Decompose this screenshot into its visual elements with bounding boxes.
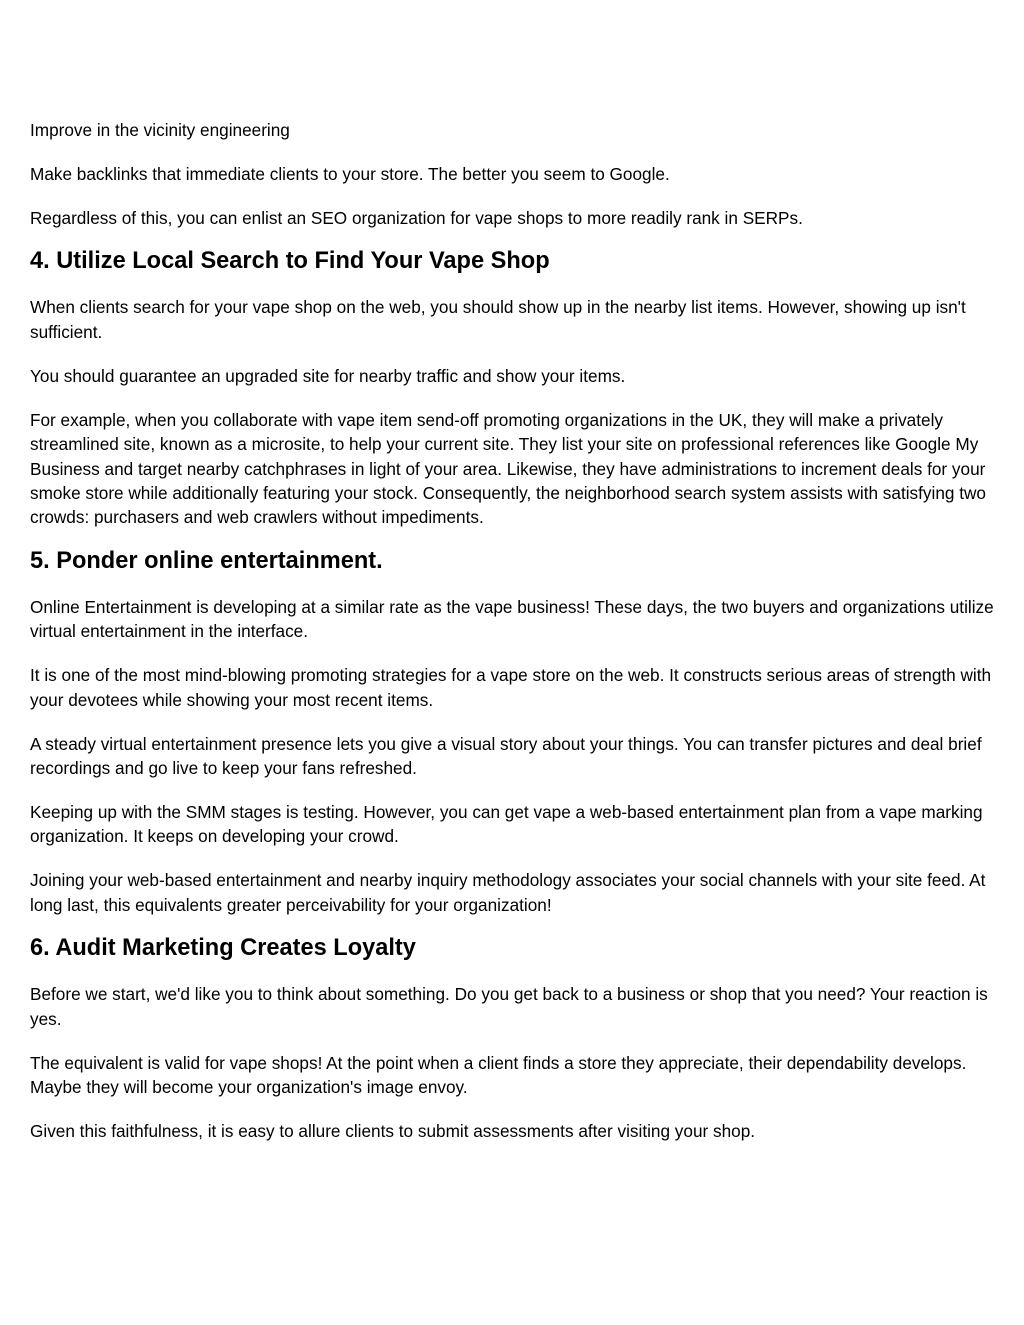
paragraph: Keeping up with the SMM stages is testing. However, you can get vape a web-based entertainment plan from a vape marking organization. It keeps on developing your crowd.: [30, 802, 983, 847]
paragraph: When clients search for your vape shop on the web, you should show up in the nearby list items. However, showing up isn't sufficient.: [30, 297, 966, 342]
paragraph: A steady virtual entertainment presence lets you give a visual story about your things. You can transfer pictures and deal brief recordings and go live to keep your fans refreshed.: [30, 733, 982, 779]
paragraph: For example, when you collaborate with vape item send-off promoting organizations in the UK, they will make a privately streamlined site, known as a microsite, to help your current site. They list your site on professional references like Google My Business and target nearby catchphrases in light of your area. Likewise, they have administrations to increment deals for your smoke store while additionally featuring your stock. Consequently, the neighborhood search system assists with satisfying two crowds: purchasers and web crawlers without impediments.: [30, 409, 986, 528]
paragraph: Regardless of this, you can enlist an SEO organization for vape shops to more readily rank in SERPs.: [30, 208, 803, 228]
section-heading: 4. Utilize Local Search to Find Your Vape Shop: [30, 248, 550, 275]
paragraph: Joining your web-based entertainment and nearby inquiry methodology associates your social channels with your site feed. At long last, this equivalents greater perceivability for your organization!: [30, 870, 986, 915]
paragraph: Given this faithfulness, it is easy to allure clients to submit assessments after visiting your shop.: [30, 1121, 756, 1142]
paragraph: Online Entertainment is developing at a similar rate as the vape business! These days, the two buyers and organizations utilize virtual entertainment in the interface.: [30, 596, 994, 642]
paragraph: It is one of the most mind-blowing promoting strategies for a vape store on the web. It constructs serious areas of strength with your devotees while showing your most recent items.: [30, 665, 992, 710]
document-page: [30, 118, 998, 1144]
paragraph: Make backlinks that immediate clients to your store. The better you seem to Google.: [30, 164, 670, 184]
paragraph: The equivalent is valid for vape shops! At the point when a client finds a store they appreciate, their dependability develops. Maybe they will become your organization's image envoy.: [30, 1052, 967, 1098]
paragraph: You should guarantee an upgraded site for nearby traffic and show your items.: [30, 365, 626, 386]
paragraph: Before we start, we'd like you to think about something. Do you get back to a business or shop that you need? Your reaction is yes.: [30, 984, 988, 1029]
section-heading: 5. Ponder online entertainment.: [30, 547, 383, 574]
paragraph: Improve in the vicinity engineering: [30, 120, 290, 140]
section-heading: 6. Audit Marketing Creates Loyalty: [30, 935, 416, 962]
